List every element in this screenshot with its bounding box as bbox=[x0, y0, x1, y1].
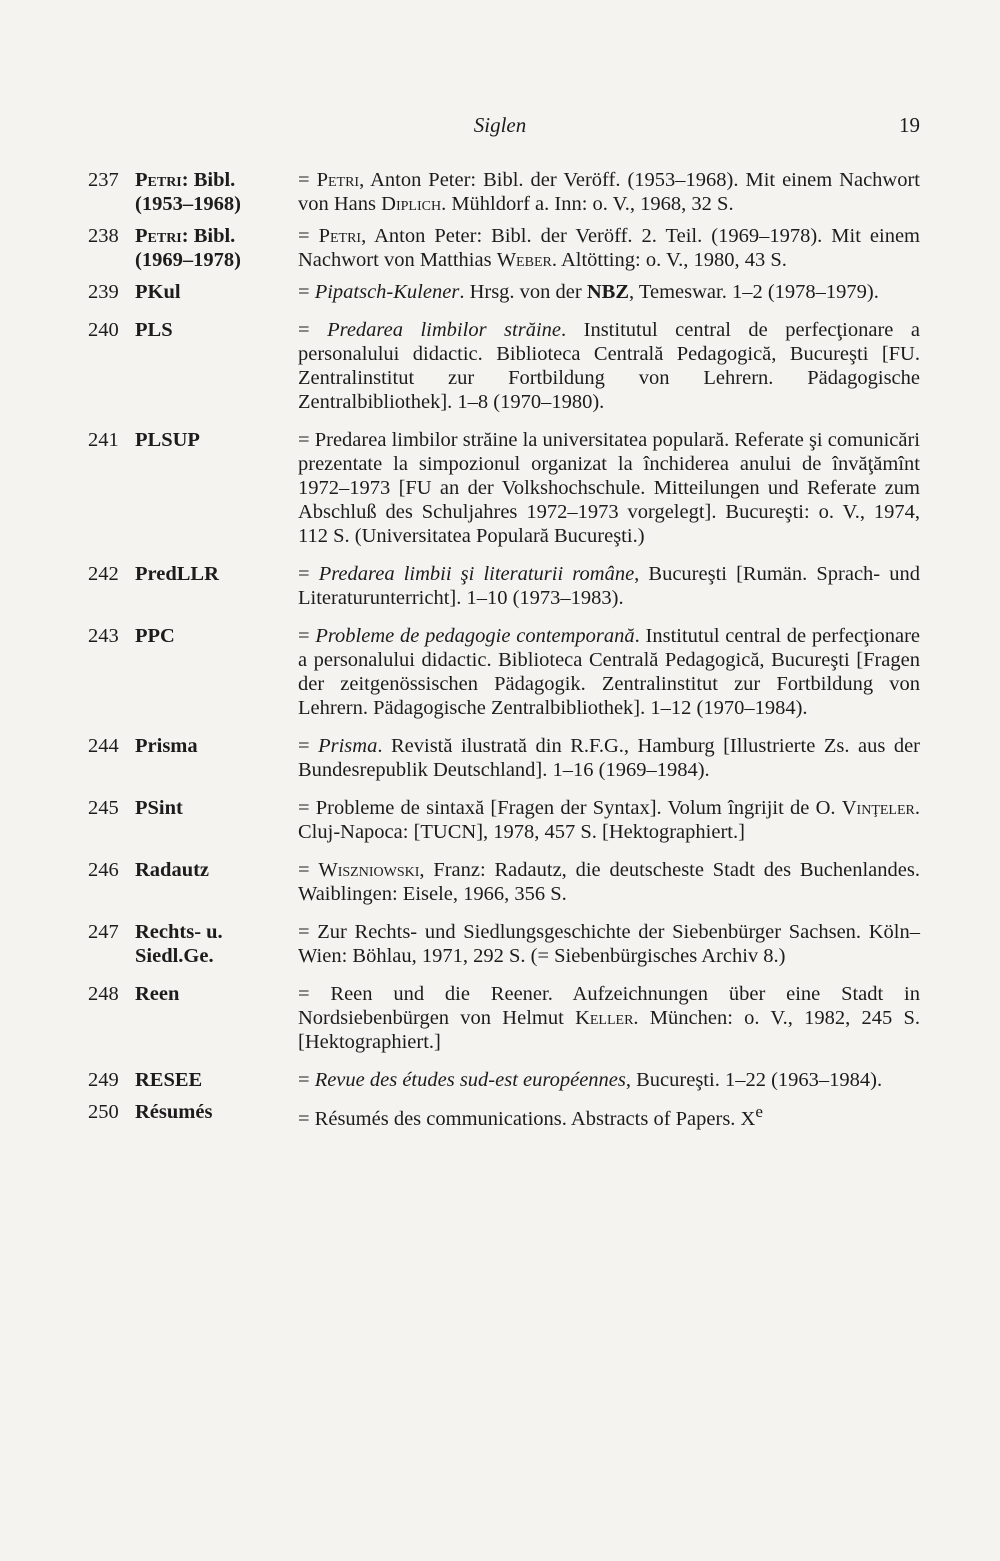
entry-sigla: RESEE bbox=[135, 1069, 203, 1091]
entry-number: 241 bbox=[88, 429, 119, 451]
entry-sigla: Résumés bbox=[135, 1101, 213, 1123]
entry-sigla: PKul bbox=[135, 281, 181, 303]
sigla-entry bbox=[0, 168, 1000, 216]
entry-number: 237 bbox=[88, 169, 119, 191]
sigla-entry bbox=[0, 428, 1000, 548]
entry-number: 249 bbox=[88, 1069, 119, 1091]
entry-number: 244 bbox=[88, 735, 119, 757]
page-number: 19 bbox=[899, 113, 920, 137]
entry-number: 239 bbox=[88, 281, 119, 303]
entry-description: = Predarea limbii şi literaturii române, Bucureşti [Rumän. Sprach- und Literaturunterricht]. 1–10 (1973–1983). bbox=[298, 563, 921, 609]
entry-description: = Prisma. Revistă ilustrată din R.F.G., Hamburg [Illustrierte Zs. aus der Bundesrepublik Deutschland]. 1–16 (1969–1984). bbox=[298, 735, 920, 781]
entry-number: 245 bbox=[88, 797, 119, 819]
sigla-entry bbox=[0, 280, 1000, 304]
entry-sigla: PLSUP bbox=[135, 429, 200, 451]
sigla-entry bbox=[0, 858, 1000, 906]
entry-number: 243 bbox=[88, 625, 119, 647]
sigla-entry bbox=[0, 920, 1000, 968]
entry-description: = Zur Rechts- und Siedlungsgeschichte der Siebenbürger Sachsen. Köln–Wien: Böhlau, 1971, 292 S. (= Siebenbürgisches Archiv 8.) bbox=[298, 921, 920, 967]
entry-description: = Predarea limbilor străine la universitatea populară. Referate şi comunicări prezentate la simpozionul organizat la închiderea anului de învăţămînt 1972–1973 [FU an der Volkshochschule. Mitteilungen und Referate zum Abschluß des Schuljahres 1972–1973 vorgelegt]. Bucureşti: o. V., 1974, 112 S. (Universitatea Populară Bucureşti.) bbox=[298, 429, 920, 547]
sigla-entry bbox=[0, 562, 1000, 610]
running-title: Siglen bbox=[473, 113, 527, 137]
entry-description: = Petri, Anton Peter: Bibl. der Veröff. 2. Teil. (1969–1978). Mit einem Nachwort von Matthias Weber. Altötting: o. V., 1980, 43 S. bbox=[298, 225, 921, 271]
entry-description: = Wiszniowski, Franz: Radautz, die deutscheste Stadt des Buchenlandes. Waiblingen: Eisele, 1966, 356 S. bbox=[298, 859, 920, 905]
entry-number: 246 bbox=[88, 859, 119, 881]
entry-description: = Revue des études sud-est européennes, Bucureşti. 1–22 (1963–1984). bbox=[298, 1069, 883, 1091]
entry-number: 250 bbox=[88, 1101, 119, 1123]
sigla-entry bbox=[0, 624, 1000, 720]
entry-number: 248 bbox=[88, 983, 119, 1005]
entry-sigla: Prisma bbox=[135, 735, 198, 757]
sigla-entry bbox=[0, 982, 1000, 1054]
entry-sigla: PLS bbox=[135, 319, 173, 341]
sigla-entry bbox=[0, 1100, 1000, 1131]
sigla-list bbox=[0, 168, 1000, 1145]
entry-number: 240 bbox=[88, 319, 119, 341]
entry-description: = Probleme de sintaxă [Fragen der Syntax]. Volum îngrijit de O. Vinţeler. Cluj-Napoca: [TUCN], 1978, 457 S. [Hektographiert.] bbox=[298, 797, 920, 843]
entry-sigla: Petri: Bibl. (1953–1968) bbox=[135, 169, 241, 215]
entry-description: = Résumés des communications. Abstracts of Papers. Xe bbox=[298, 1102, 763, 1130]
entry-sigla: Rechts- u. Siedl.Ge. bbox=[135, 921, 223, 967]
entry-sigla: PPC bbox=[135, 625, 175, 647]
entry-sigla: PSint bbox=[135, 797, 183, 819]
entry-description: = Reen und die Reener. Aufzeichnungen über eine Stadt in Nordsiebenbürgen von Helmut Keller. München: o. V., 1982, 245 S. [Hektographiert.] bbox=[298, 983, 920, 1053]
sigla-entry bbox=[0, 224, 1000, 272]
entry-number: 238 bbox=[88, 225, 119, 247]
entry-description: = Probleme de pedagogie contemporană. Institutul central de perfecţionare a personalului didactic. Biblioteca Centrală Pedagogică, Bucureşti [Fragen der zeitgenössischen Pädagogik. Zentralinstitut zur Fortbildung von Lehrern. Pädagogische Zentralbibliothek]. 1–12 (1970–1984). bbox=[298, 625, 921, 719]
sigla-entry bbox=[0, 318, 1000, 414]
entry-sigla: Reen bbox=[135, 983, 180, 1005]
entry-number: 247 bbox=[88, 921, 119, 943]
entry-number: 242 bbox=[88, 563, 119, 585]
entry-sigla: Petri: Bibl. (1969–1978) bbox=[135, 225, 241, 271]
sigla-entry bbox=[0, 796, 1000, 844]
entry-description: = Petri, Anton Peter: Bibl. der Veröff. (1953–1968). Mit einem Nachwort von Hans Diplich. Mühldorf a. Inn: o. V., 1968, 32 S. bbox=[298, 169, 920, 215]
sigla-entry bbox=[0, 1068, 1000, 1092]
entry-sigla: PredLLR bbox=[135, 563, 219, 585]
entry-description: = Predarea limbilor străine. Institutul central de perfecţionare a personalului didactic. Biblioteca Centrală Pedagogică, Bucureşti [FU. Zentralinstitut zur Fortbildung von Lehrern. Pädagogische Zentralbibliothek]. 1–8 (1970–1980). bbox=[298, 319, 920, 413]
entry-sigla: Radautz bbox=[135, 859, 210, 881]
entry-description: = Pipatsch-Kulener. Hrsg. von der NBZ, Temeswar. 1–2 (1978–1979). bbox=[298, 281, 879, 303]
sigla-entry bbox=[0, 734, 1000, 782]
